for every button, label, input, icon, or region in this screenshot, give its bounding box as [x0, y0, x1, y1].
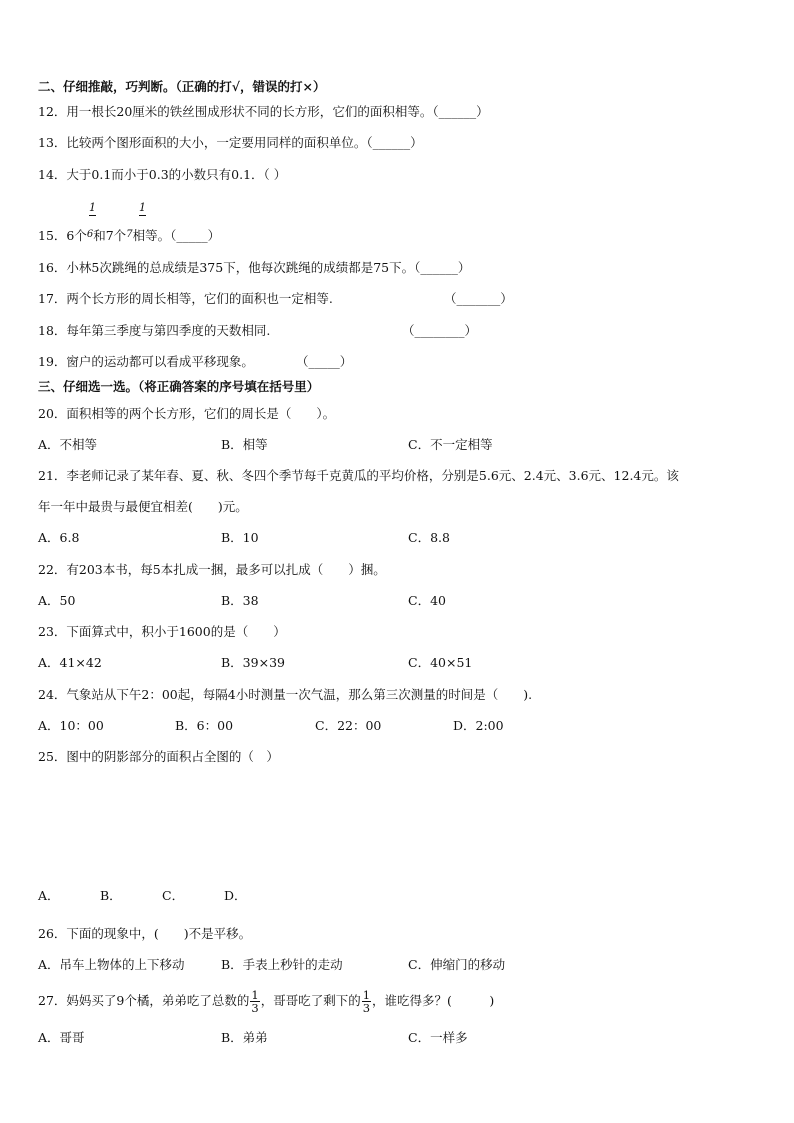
q17-answer-blank[interactable]: （_______）	[444, 291, 513, 306]
fraction-denominator: 6	[86, 229, 94, 240]
q21-option-c[interactable]: C．8.8	[408, 530, 450, 545]
question-22: 22．有203本书，每5本扎成一捆，最多可以扎成（ ）捆。	[38, 562, 386, 577]
fraction-numerator: 1	[89, 201, 96, 214]
q27-options	[38, 1030, 758, 1046]
q20-option-b[interactable]: B．相等	[221, 437, 268, 452]
question-23: 23．下面算式中，积小于1600的是（ ）	[38, 624, 286, 639]
q18-answer-blank[interactable]: （________）	[402, 323, 478, 338]
question-18: 18．每年第三季度与第四季度的天数相同.	[38, 323, 271, 338]
q20-option-a[interactable]: A．不相等	[38, 437, 98, 452]
fraction-one-third	[250, 989, 259, 1014]
q25-option-b[interactable]: B．	[100, 888, 122, 903]
question-21-line-2: 年一年中最贵与最便宜相差( )元。	[38, 499, 248, 514]
q27-option-a[interactable]: A．哥哥	[38, 1030, 85, 1045]
q23-options	[38, 655, 758, 671]
q24-option-d[interactable]: D．2:00	[453, 718, 504, 733]
q22-options	[38, 593, 758, 609]
q24-option-c[interactable]: C．22：00	[315, 718, 382, 733]
q21-option-a[interactable]: A．6.8	[38, 530, 80, 545]
fraction-bar	[89, 215, 96, 216]
fraction-one-sixth	[89, 202, 96, 217]
q24-options	[38, 718, 758, 734]
q24-option-b[interactable]: B．6：00	[175, 718, 234, 733]
q23-option-a[interactable]: A．41×42	[38, 655, 102, 670]
section-3-heading: 三、仔细选一选。（将正确答案的序号填在括号里）	[38, 379, 320, 394]
q27-prefix: 27．妈妈买了9个橘，弟弟吃了总数的	[38, 993, 250, 1008]
fraction-one-seventh	[139, 202, 146, 217]
question-19: 19．窗户的运动都可以看成平移现象。	[38, 354, 254, 369]
fraction-denominator: 3	[251, 1001, 259, 1015]
q20-option-c[interactable]: C．不一定相等	[408, 437, 493, 452]
q23-option-c[interactable]: C．40×51	[408, 655, 473, 670]
q26-option-b[interactable]: B．手表上秒针的走动	[221, 957, 343, 972]
q27-option-c[interactable]: C．一样多	[408, 1030, 468, 1045]
q24-option-a[interactable]: A．10：00	[38, 718, 104, 733]
question-17: 17．两个长方形的周长相等，它们的面积也一定相等.	[38, 291, 333, 306]
q15-mid: 和7个	[93, 228, 127, 243]
fraction-numerator: 1	[362, 988, 371, 1002]
q27-option-b[interactable]: B．弟弟	[221, 1030, 268, 1045]
q22-option-b[interactable]: B．38	[221, 593, 259, 608]
q25-option-d[interactable]: D．	[224, 888, 247, 903]
q25-option-a[interactable]: A．	[38, 888, 60, 903]
q26-options	[38, 957, 758, 973]
q26-option-c[interactable]: C．伸缩门的移动	[408, 957, 506, 972]
question-26: 26．下面的现象中，( )不是平移。	[38, 926, 252, 941]
question-20: 20．面积相等的两个长方形，它们的周长是（ ）。	[38, 406, 336, 421]
question-15	[38, 227, 220, 244]
q19-answer-blank[interactable]: （_____）	[296, 354, 353, 369]
q26-option-a[interactable]: A．吊车上物体的上下移动	[38, 957, 185, 972]
fraction-one-third	[362, 989, 371, 1014]
question-12: 12．用一根长20厘米的铁丝围成形状不同的长方形，它们的面积相等。（______）	[38, 104, 489, 119]
fraction-denominator: 7	[126, 229, 133, 240]
q15-prefix: 15．6个	[38, 228, 87, 243]
section-2-heading: 二、仔细推敲，巧判断。（正确的打√，错误的打×）	[38, 79, 326, 94]
question-24: 24．气象站从下午2：00起，每隔4小时测量一次气温，那么第三次测量的时间是（ ).	[38, 687, 533, 702]
q21-options	[38, 530, 758, 546]
q27-suffix: ，谁吃得多？( )	[372, 993, 495, 1008]
q23-option-b[interactable]: B．39×39	[221, 655, 285, 670]
q25-options	[38, 888, 758, 904]
q21-option-b[interactable]: B．10	[221, 530, 259, 545]
question-21-line-1: 21．李老师记录了某年春、夏、秋、冬四个季节每千克黄瓜的平均价格，分别是5.6元、2.4元、3.6元、12.4元。该	[38, 468, 679, 483]
q27-mid: ，哥哥吃了剩下的	[260, 993, 361, 1008]
question-16: 16．小林5次跳绳的总成绩是375下，他每次跳绳的成绩都是75下。（______）	[38, 260, 471, 275]
question-14: 14．大于0.1而小于0.3的小数只有0.1．（ ）	[38, 167, 287, 182]
q25-option-c[interactable]: C．	[162, 888, 185, 903]
question-27	[38, 988, 494, 1014]
q22-option-c[interactable]: C．40	[408, 593, 446, 608]
question-25: 25．图中的阴影部分的面积占全图的（ ）	[38, 749, 279, 764]
fraction-denominator: 3	[362, 1001, 371, 1015]
fraction-numerator: 1	[139, 201, 146, 214]
q20-options	[38, 437, 758, 453]
q15-suffix: 相等。（_____）	[132, 228, 221, 243]
q22-option-a[interactable]: A．50	[38, 593, 76, 608]
fraction-numerator: 1	[251, 988, 259, 1002]
fraction-bar	[139, 215, 146, 216]
question-13: 13．比较两个图形面积的大小，一定要用同样的面积单位。（______）	[38, 135, 423, 150]
